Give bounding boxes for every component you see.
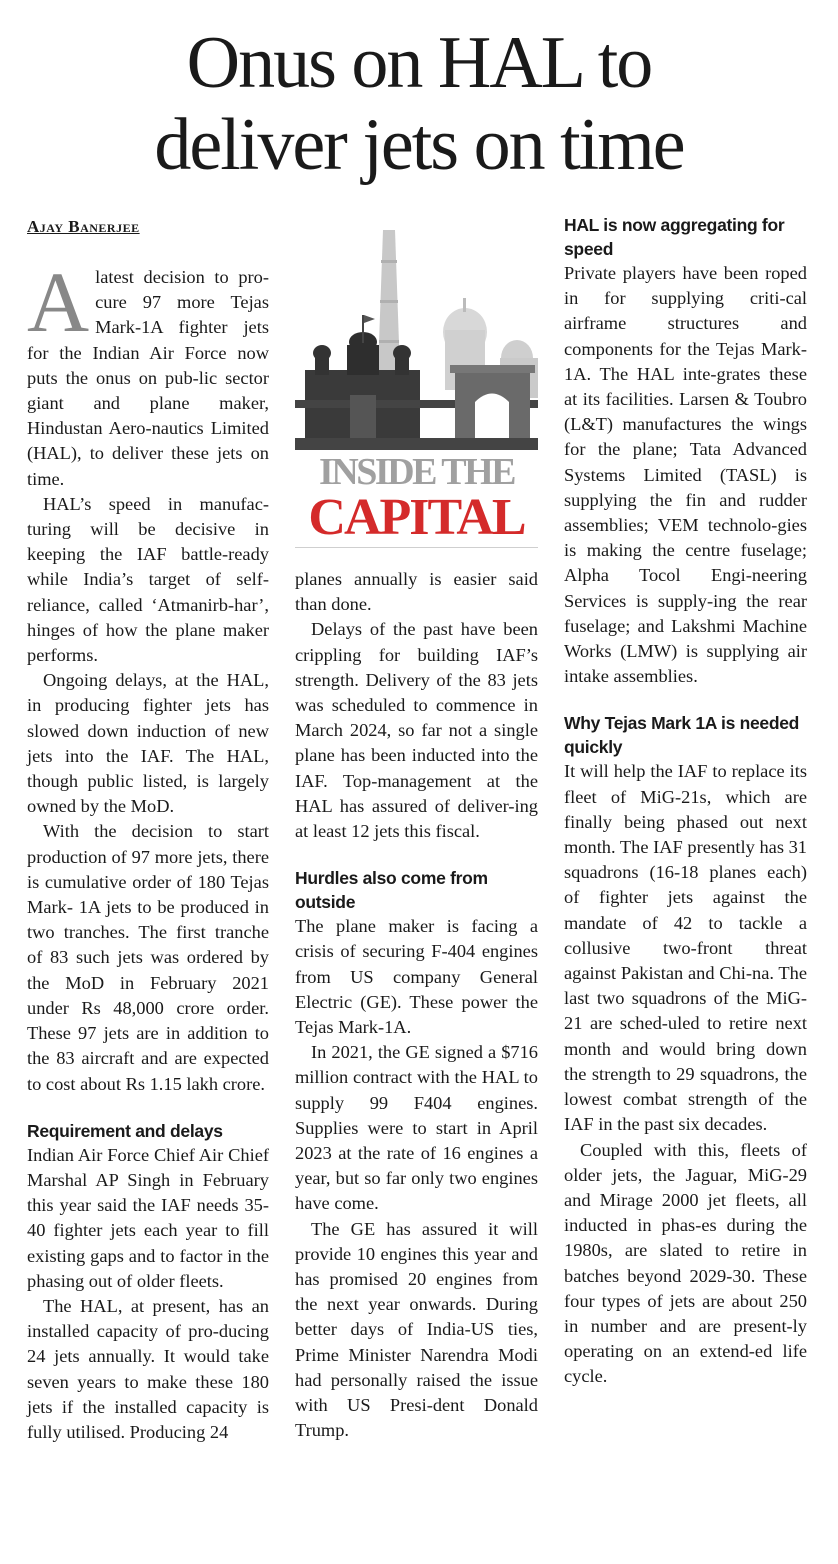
subheading-aggregating: HAL is now aggregating for speed	[564, 215, 785, 259]
column-1	[27, 254, 269, 1445]
paragraph: Indian Air Force Chief Air Chief Marshal AP Singh in February this year said the IAF needs 35-40 fighter jets each year to fill existing gaps and to factor in the phasing out of older fleets.	[27, 1144, 269, 1291]
subheading-hurdles: Hurdles also come from outside	[295, 868, 488, 913]
paragraph: In 2021, the GE signed a $716 million contract with the HAL to supply 99 F404 engines. Supplies were to start in April 2023 at the rate of 16 engines a year, but so far only two engines have come.	[295, 1042, 538, 1214]
headline-line-1: Onus on HAL to	[186, 22, 652, 104]
skyline-illustration	[295, 220, 538, 450]
paragraph: Coupled with this, fleets of older jets, the Jaguar, MiG-29 and Mirage 2000 jet fleets, all inducted in phas-es during the 1980s, are slated to retire in batches beyond 2029-30. These four types of jets are about 250 in number and are present-ly operating on an extend-ed life cycle.	[564, 1139, 807, 1387]
paragraph: With the decision to start production of 97 more jets, there is cumulative order of 180 Tejas Mark- 1A jets to be produced in two tranches. The first tranche of 83 such jets was ordered by the MoD in February 2021 under Rs 48,000 crore order. These 97 jets are in addition to the 83 aircraft and are expected to cost about Rs 1.15 lakh crore.	[27, 821, 269, 1094]
paragraph: It will help the IAF to replace its fleet of MiG-21s, which are finally being phased out next month. The IAF presently has 31 squadrons (16-18 planes each) of fighter jets against the mandate of 42 to tackle a collusive two-front threat against Pakistan and Chi-na. The last two squadrons of the MiG-21 are sched-uled to retire next month and would bring down the strength to 29 squadrons, the lowest combat strength of the IAF in the past six decades.	[564, 761, 807, 1135]
headline-line-2: deliver jets on time	[154, 104, 684, 186]
column-3	[564, 213, 807, 1390]
headline	[0, 22, 838, 186]
paragraph: Ongoing delays, at the HAL, in producing fighter jets has slowed down induction of new jets into the IAF. The HAL, though public listed, is largely owned by the MoD.	[27, 670, 269, 817]
subheading-why-tejas: Why Tejas Mark 1A is needed quickly	[564, 713, 800, 758]
subheading-requirement: Requirement and delays	[27, 1120, 223, 1141]
logo-divider	[295, 547, 538, 548]
logo-text-capital: CAPITAL	[308, 489, 525, 546]
byline: Ajay Banerjee	[27, 217, 140, 236]
paragraph: Private players have been roped in for supplying criti-cal airframe structures and components for the Tejas Mark-1A. The HAL inte-grates these at its facilities. Larsen & Toubro (L&T) manufactures the wings for the plane; Tata Advanced Systems Limited (TASL) is supplying the fin and rudder assemblies; VEM technolo-gies is making the centre fuselage; Alpha Tocol Engi-neering Services is supply-ing the rear fuselage; and Lakshmi Machine Works (LMW) is supplying air intake assemblies.	[564, 263, 807, 687]
paragraph: The GE has assured it will provide 10 engines this year and has promised 20 engines from the next year onwards. During better days of India-US ties, Prime Minister Narendra Modi had personally raised the issue with US Presi-dent Donald Trump.	[295, 1218, 538, 1441]
column-2	[295, 567, 538, 1444]
paragraph: Delays of the past have been crippling for building IAF’s strength. Delivery of the 83 jets was scheduled to commence in March 2024, so far not a single plane has been inducted into the IAF. Top-management at the HAL has assured of deliver-ing at least 12 jets this fiscal.	[295, 619, 538, 842]
paragraph: planes annually is easier said than done.	[295, 569, 538, 615]
logo-text-inside-the: INSIDE THE	[318, 451, 514, 493]
drop-cap: A	[27, 254, 90, 350]
lead-paragraph: A latest decision to pro-cure 97 more Tejas Mark-1A fighter jets for the Indian Air Force now puts the onus on pub-lic sector giant and plane maker, Hindustan Aero-nautics Limited (HAL), to deliver these jets on time.	[27, 254, 269, 489]
paragraph: HAL’s speed in manufac-turing will be decisive in keeping the IAF battle-ready while India’s target of self-reliance, called ‘Atmanirb-har’, hinges of how the plane maker performs.	[27, 493, 269, 666]
paragraph: The plane maker is facing a crisis of securing F-404 engines from US company General Electric (GE). These power the Tejas Mark-1A.	[295, 916, 538, 1038]
paragraph: The HAL, at present, has an installed capacity of pro-ducing 24 jets annually. It would take seven years to make these 180 jets if the installed capacity is fully utilised. Producing 24	[27, 1295, 269, 1442]
inside-the-capital-logo	[295, 220, 538, 550]
